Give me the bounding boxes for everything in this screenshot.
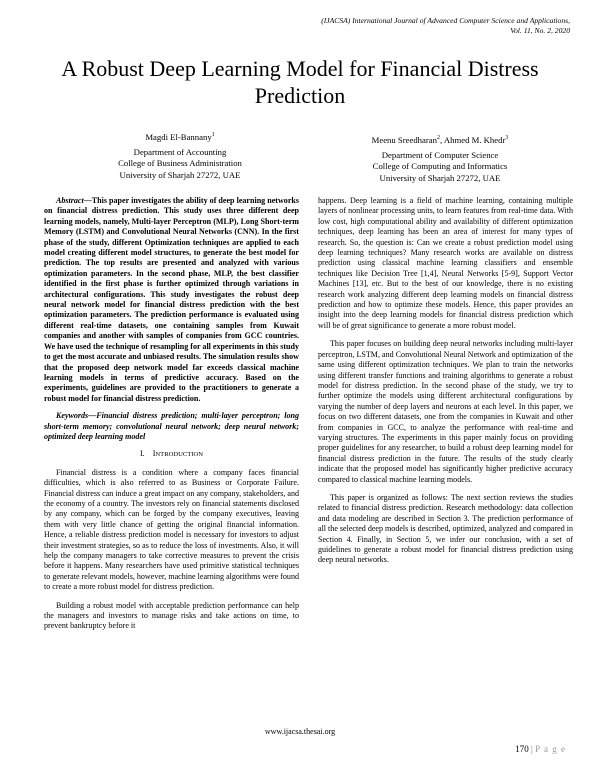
author-name-text: Meenu Sreedharan: [371, 134, 437, 145]
page-number-value: 170: [515, 744, 529, 754]
author-affiliation-mark: 2: [436, 135, 440, 141]
abstract-label: Abstract: [56, 196, 84, 205]
page-label: P a g e: [535, 744, 566, 754]
author-affiliation-mark: 1: [211, 132, 215, 138]
right-column: [318, 196, 573, 566]
journal-line-1: (IJACSA) International Journal of Advanced Computer Science and Applications,: [321, 16, 570, 25]
intro-paragraph-2: Building a robust model with acceptable prediction performance can help the managers and investors to manage risks and take actions on time, to prevent bankruptcy before it: [44, 600, 299, 631]
abstract-text: —This paper investigates the ability of deep learning networks on financial distress prediction. This study uses three different deep learning models, namely, Multi-layer Perceptron (MLP), Long Short-term Memory (LSTM) and Convolutional Neural Networks (CNN). In the first phase of the study, different Optimization techniques are applied to each model creating different model structures, to generate the best model for prediction. The top results are presented and analyzed with various optimization parameters. In the second phase, MLP, the best classifier identified in the first phase is further optimized through variations in architectural configurations. This study investigates the robust deep neural network model for financial distress prediction with the best optimization parameters. The prediction performance is evaluated using different real-time datasets, one containing samples from Kuwait companies and another with samples of companies from GCC countries. We have used the technique of resampling for all experiments in this study to get the most accurate and unbiased results. The simulation results show that the proposed deep network model far exceeds classical machine learning models in terms of predictive accuracy. Based on the experiments, guidelines are provided to the practitioners to generate a robust model for financial distress prediction.: [44, 196, 299, 403]
author-department: Department of Accounting: [133, 147, 227, 158]
journal-header: [240, 16, 570, 36]
author-names: [320, 133, 560, 146]
keywords: [44, 411, 299, 442]
paper-title: A Robust Deep Learning Model for Financial Distress Prediction: [61, 56, 539, 108]
intro-paragraph-1: Financial distress is a condition where a company faces financial difficulties, which is also referred to as Business or Corporate Failure. Financial distress can induce a great impact on any company, stakeholders, and the economy of a country. The investors rely on financial statements disclosed by any company, which can be forged by the company executives, leaving them with very little chance of getting the original financial information. Hence, a reliable distress prediction model is necessary for investors to adjust their investment strategies, so as to reduce the loss of investments. Also, it will help the company managers to take corrective measures to prevent the crisis before it happens. Many researchers have used primitive statistical techniques to generate relevant models, however, machine learning algorithms were found to create a more robust model for distress prediction.: [44, 467, 299, 592]
author-university: University of Sharjah 27272, UAE: [379, 172, 501, 183]
section-initial: I: [152, 449, 156, 459]
keywords-text: —Financial distress prediction; multi-layer perceptron; long short-term memory; convolutional neural network; deep neural network; optimized deep learning model: [44, 411, 299, 441]
page-separator: |: [531, 744, 533, 754]
keywords-label: Keywords: [56, 411, 89, 421]
footer-url: www.ijacsa.thesai.org: [264, 727, 336, 736]
author-block-2: [320, 133, 560, 184]
right-paragraph-1: happens. Deep learning is a field of machine learning, containing multiple layers of nonlinear processing units, to learn features from real-time data. With low cost, high computational ability and availability of different optimization techniques, deep learning has been an area of interest for many types of research. So, the question is: Can we create a robust prediction model using deep learning techniques? Many research works are available on distress prediction using classical machine learning classifiers and ensemble techniques like Decision Tree [1,4], Neural Networks [5-9], Support Vector Machines [13], etc. But to the best of our knowledge, there is no existing research work analyzing different deep learning models on financial distress prediction and how to optimize these models. Hence, this paper provides an insight into the deep learning models for financial distress prediction which will be of great significance to generate a more robust model.: [318, 196, 573, 330]
author-affiliation-mark-2: 3: [505, 135, 509, 141]
section-title-rest: NTRODUCTION: [155, 451, 204, 459]
left-column: [44, 196, 299, 632]
author-name-text-2: , Ahmed M. Khedr: [439, 134, 506, 145]
author-college: College of Computing and Informatics: [372, 161, 508, 172]
page-number: [515, 744, 566, 754]
author-university: University of Sharjah 27272, UAE: [119, 169, 241, 180]
author-block-1: [80, 130, 280, 181]
right-paragraph-2: This paper focuses on building deep neural networks including multi-layer perceptron, LSTM, and Convolutional Neural Network and optimization of the same using different optimization techniques. We plan to train the networks using different transfer functions and training algorithms to generate a robust model for distress prediction. In the second phase of the study, we try to further optimize the models using different architectural configurations by varying the number of deep layers and neurons at each level. In this paper, we focus on two different datasets, one from the companies in Kuwait and other from companies in GCC, to analyze the performance with real-time and varying structures. The experiments in this paper mainly focus on providing proper guidelines for any researcher, to build a robust deep learning model for financial distress prediction in the future. The results of the study clearly indicate that the proposed model has significantly higher predictive accuracy compared to classical machine learning models.: [318, 339, 573, 484]
journal-line-2: Vol. 11, No. 2, 2020: [510, 26, 570, 35]
abstract: [44, 196, 299, 404]
section-heading-introduction: [44, 449, 299, 460]
author-name: [80, 130, 280, 143]
author-name-text: Magdi El-Bannany: [145, 131, 212, 142]
author-department: Department of Computer Science: [381, 150, 499, 161]
section-number: I.: [139, 449, 145, 459]
right-paragraph-3: This paper is organized as follows: The next section reviews the studies related to financial distress prediction. Research methodology: data collection and data modeling are described in Section 3. The prediction performance of all the selected deep models is described, optimized, analyzed and compared in Section 4. Finally, in Section 5, we infer our conclusion, with a set of guidelines to generate a robust model for financial distress prediction using deep neural networks.: [318, 492, 573, 565]
author-college: College of Business Administration: [118, 158, 242, 169]
